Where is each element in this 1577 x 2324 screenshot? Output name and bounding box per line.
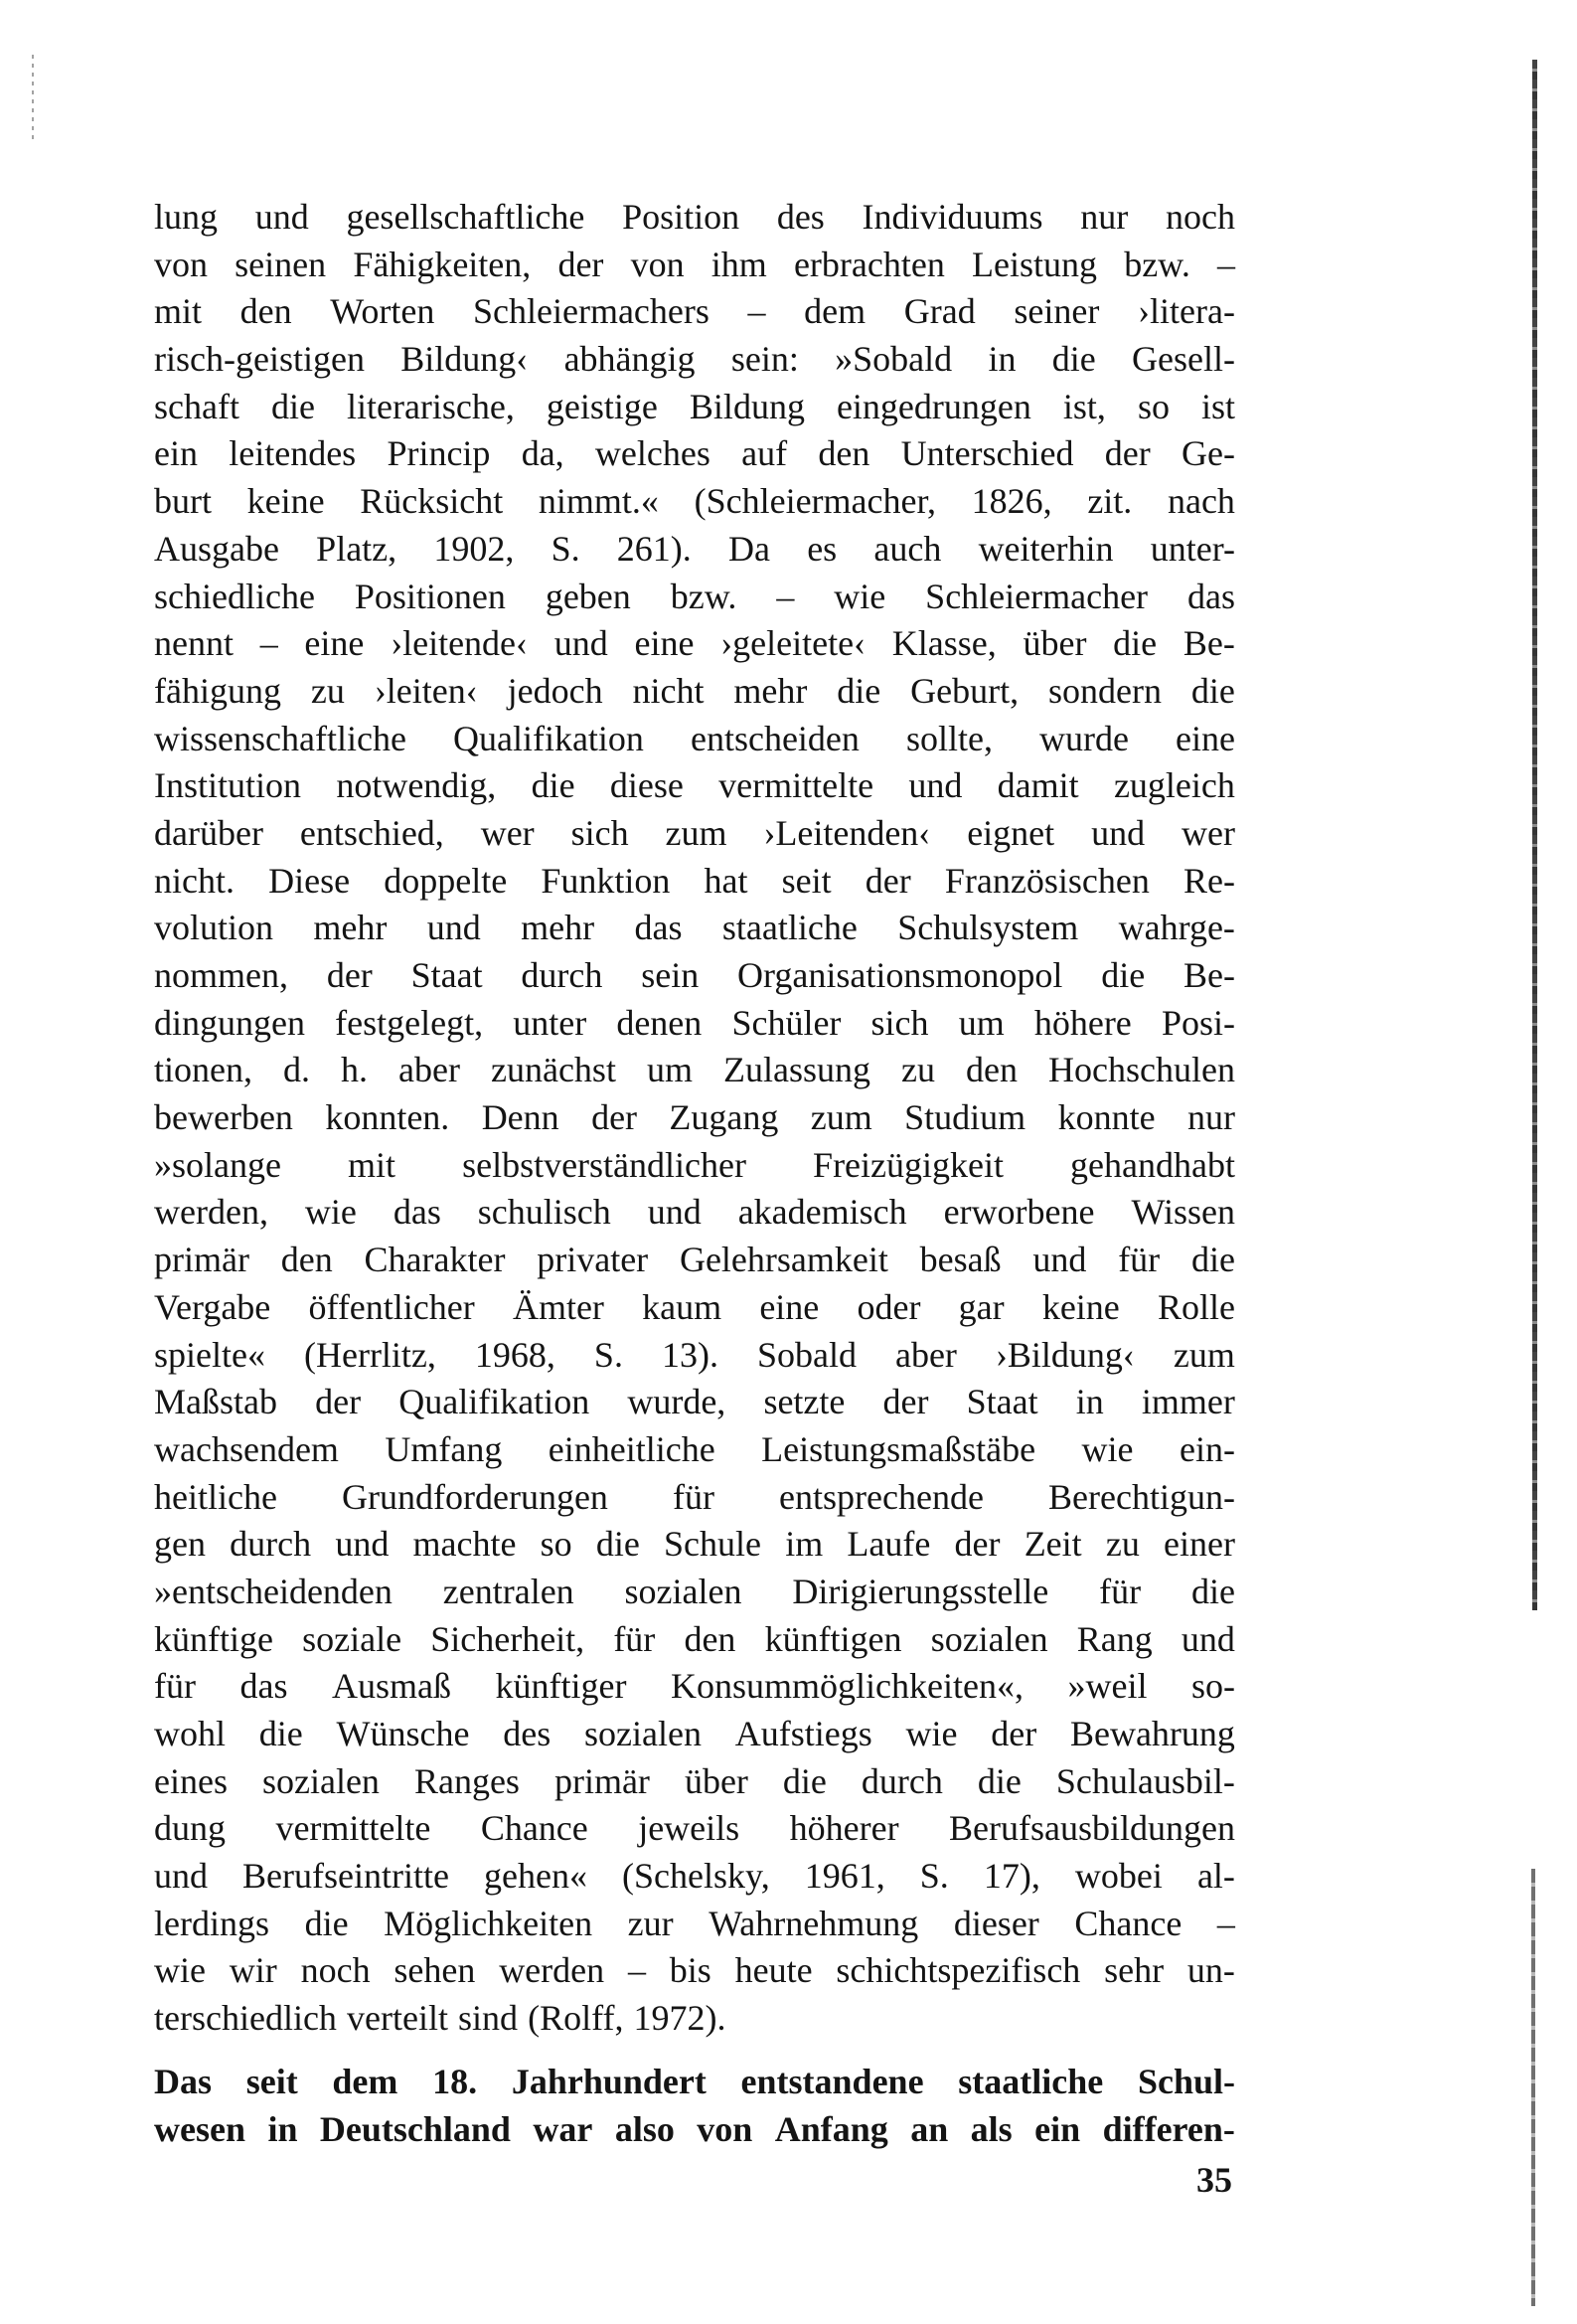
text-line: terschiedlich verteilt sind (Rolff, 1972). [154, 1998, 726, 2039]
text-line: Vergabe öffentlicher Ämter kaum eine oder gar keine Rolle [154, 1286, 1235, 1327]
text-line: heitliche Grundforderungen für entsprechende Berechtigun- [154, 1476, 1235, 1517]
text-line: fähigung zu ›leiten‹ jedoch nicht mehr die Geburt, sondern die [154, 670, 1235, 711]
text-line: primär den Charakter privater Gelehrsamkeit besaß und für die [154, 1240, 1235, 1280]
text-line: dung vermittelte Chance jeweils höherer Berufsausbildungen [154, 1808, 1235, 1849]
text-line: wie wir noch sehen werden – bis heute schichtspezifisch sehr un- [154, 1950, 1235, 1991]
text-line: spielte« (Herrlitz, 1968, S. 13). Sobald aber ›Bildung‹ zum [154, 1334, 1235, 1375]
text-line: eines sozialen Ranges primär über die durch die Schulausbil- [154, 1760, 1235, 1801]
text-line: dingungen festgelegt, unter denen Schüler sich um höhere Posi- [154, 1002, 1235, 1043]
text-line: lung und gesellschaftliche Position des Individuums nur noch [154, 197, 1235, 237]
text-line: Das seit dem 18. Jahrhundert entstandene staatliche Schul- [154, 2061, 1235, 2101]
text-line: Institution notwendig, die diese vermittelte und damit zugleich [154, 765, 1235, 806]
text-line: tionen, d. h. aber zunächst um Zulassung zu den Hochschulen [154, 1050, 1235, 1090]
paragraph [154, 194, 1235, 2043]
text-line: bewerben konnten. Denn der Zugang zum Studium konnte nur [154, 1097, 1235, 1138]
text-line: nicht. Diese doppelte Funktion hat seit der Französischen Re- [154, 860, 1235, 901]
text-line: werden, wie das schulisch und akademisch erworbene Wissen [154, 1192, 1235, 1233]
text-line: wesen in Deutschland war also von Anfang an als ein differen- [154, 2108, 1235, 2149]
text-line: gen durch und machte so die Schule im Laufe der Zeit zu einer [154, 1524, 1235, 1565]
text-line: von seinen Fähigkeiten, der von ihm erbrachten Leistung bzw. – [154, 244, 1235, 284]
text-line: lerdings die Möglichkeiten zur Wahrnehmung dieser Chance – [154, 1903, 1235, 1943]
body-text [154, 194, 1235, 2153]
text-line: »solange mit selbstverständlicher Freizügigkeit gehandhabt [154, 1144, 1235, 1185]
text-line: nommen, der Staat durch sein Organisationsmonopol die Be- [154, 955, 1235, 995]
text-line: nennt – eine ›leitende‹ und eine ›geleitete‹ Klasse, über die Be- [154, 623, 1235, 664]
text-line: darüber entschied, wer sich zum ›Leitenden‹ eignet und wer [154, 812, 1235, 853]
text-line: burt keine Rücksicht nimmt.« (Schleiermacher, 1826, zit. nach [154, 481, 1235, 522]
text-line: für das Ausmaß künftiger Konsummöglichkeiten«, »weil so- [154, 1666, 1235, 1707]
text-line: und Berufseintritte gehen« (Schelsky, 1961, S. 17), wobei al- [154, 1856, 1235, 1897]
text-line: risch-geistigen Bildung‹ abhängig sein: »Sobald in die Gesell- [154, 339, 1235, 380]
scan-artifact-left [32, 55, 34, 144]
page-number: 35 [1196, 2160, 1232, 2200]
scan-artifact-right-edge-lower [1531, 1869, 1535, 2306]
text-line: wissenschaftliche Qualifikation entscheiden sollte, wurde eine [154, 718, 1235, 758]
scan-artifact-right-edge [1532, 60, 1537, 1610]
text-line: schiedliche Positionen geben bzw. – wie Schleiermacher das [154, 576, 1235, 616]
text-line: mit den Worten Schleiermachers – dem Grad seiner ›litera- [154, 291, 1235, 332]
text-line: wohl die Wünsche des sozialen Aufstiegs wie der Bewahrung [154, 1714, 1235, 1753]
text-line: volution mehr und mehr das staatliche Schulsystem wahrge- [154, 908, 1235, 948]
text-line: wachsendem Umfang einheitliche Leistungsmaßstäbe wie ein- [154, 1428, 1235, 1469]
text-line: schaft die literarische, geistige Bildung eingedrungen ist, so ist [154, 386, 1235, 426]
text-line: Maßstab der Qualifikation wurde, setzte der Staat in immer [154, 1382, 1235, 1422]
text-line: Ausgabe Platz, 1902, S. 261). Da es auch weiterhin unter- [154, 528, 1235, 569]
paragraph-bold-continuation [154, 2059, 1235, 2153]
text-line: künftige soziale Sicherheit, für den künftigen sozialen Rang und [154, 1618, 1235, 1659]
text-line: ein leitendes Princip da, welches auf den Unterschied der Ge- [154, 433, 1235, 474]
text-line: »entscheidenden zentralen sozialen Dirigierungsstelle für die [154, 1571, 1235, 1611]
